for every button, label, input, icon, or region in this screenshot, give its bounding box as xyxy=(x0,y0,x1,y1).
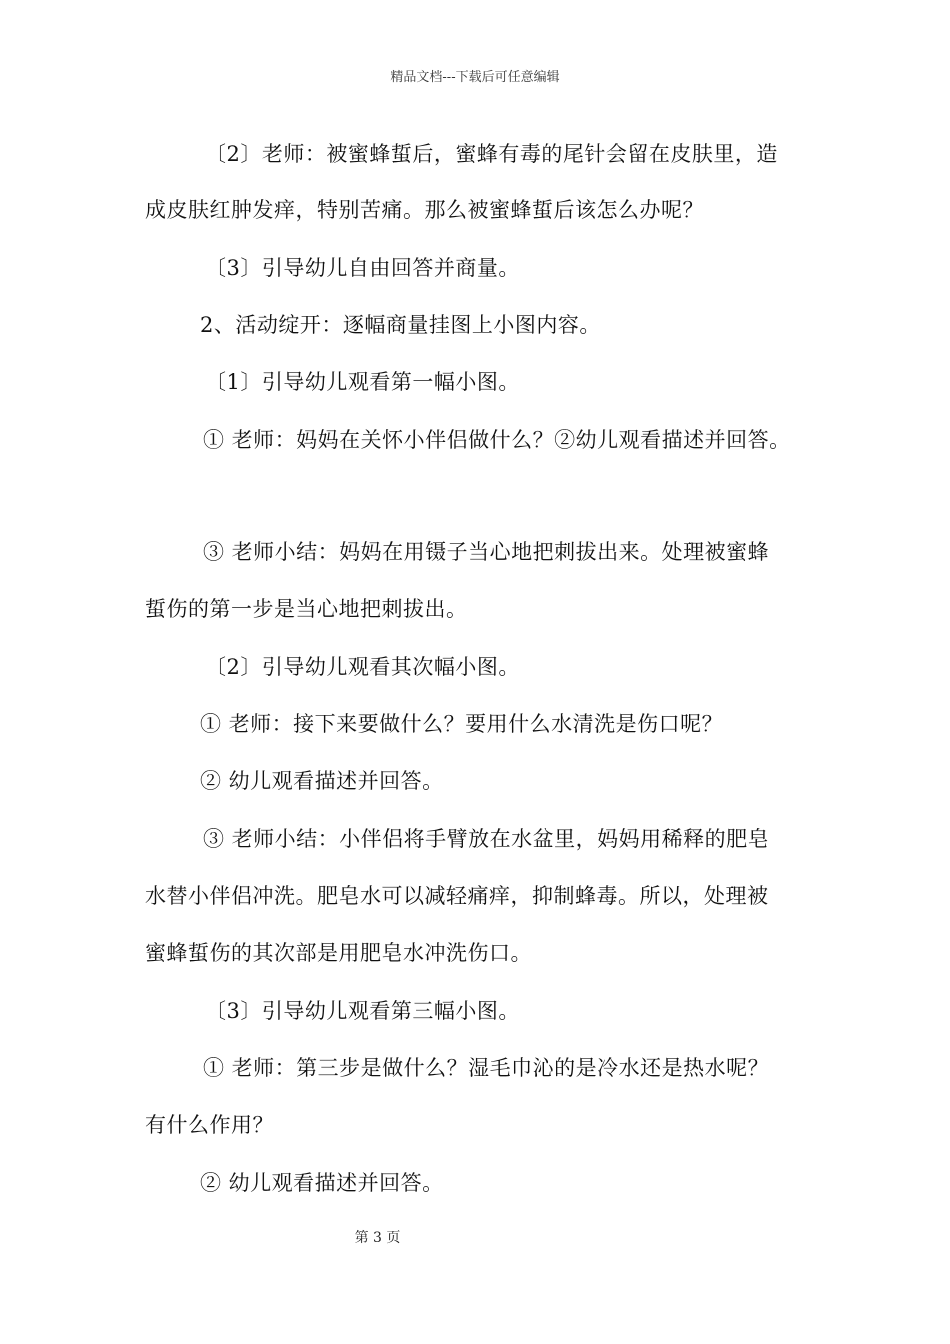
body-line-12: ③ 老师小结：小伴侣将手臂放在水盆里，妈妈用稀释的肥皂 xyxy=(203,827,770,851)
page-header: 精品文档---下载后可任意编辑 xyxy=(390,70,560,85)
body-line-7: ③ 老师小结：妈妈在用镊子当心地把刺拔出来。处理被蜜蜂 xyxy=(203,540,770,564)
body-line-4: 2、活动绽开：逐幅商量挂图上小图内容。 xyxy=(200,313,601,337)
body-line-17: 有什么作用？ xyxy=(145,1113,274,1137)
page-number: 第 3 页 xyxy=(354,1230,401,1246)
body-line-9: 〔2〕引导幼儿观看其次幅小图。 xyxy=(205,655,520,679)
body-line-8: 蜇伤的第一步是当心地把刺拔出。 xyxy=(145,597,468,621)
body-line-10: ① 老师：接下来要做什么？要用什么水清洗是伤口呢？ xyxy=(200,712,724,736)
body-line-13: 水替小伴侣冲洗。肥皂水可以减轻痛痒，抑制蜂毒。所以，处理被 xyxy=(145,884,769,908)
body-line-16: ① 老师：第三步是做什么？湿毛巾沁的是冷水还是热水呢？ xyxy=(203,1056,770,1080)
body-line-5: 〔1〕引导幼儿观看第一幅小图。 xyxy=(205,370,520,394)
body-line-2: 成皮肤红肿发痒，特别苦痛。那么被蜜蜂蜇后该怎么办呢？ xyxy=(145,198,704,222)
body-line-15: 〔3〕引导幼儿观看第三幅小图。 xyxy=(205,999,520,1023)
body-line-1: 〔2〕老师：被蜜蜂蜇后，蜜蜂有毒的尾针会留在皮肤里，造 xyxy=(205,142,778,166)
body-line-3: 〔3〕引导幼儿自由回答并商量。 xyxy=(205,256,520,280)
body-line-14: 蜜蜂蜇伤的其次部是用肥皂水冲洗伤口。 xyxy=(145,941,532,965)
body-line-11: ② 幼儿观看描述并回答。 xyxy=(200,769,444,793)
body-line-6: ① 老师：妈妈在关怀小伴侣做什么？②幼儿观看描述并回答。 xyxy=(203,428,791,452)
body-line-18: ② 幼儿观看描述并回答。 xyxy=(200,1171,444,1195)
